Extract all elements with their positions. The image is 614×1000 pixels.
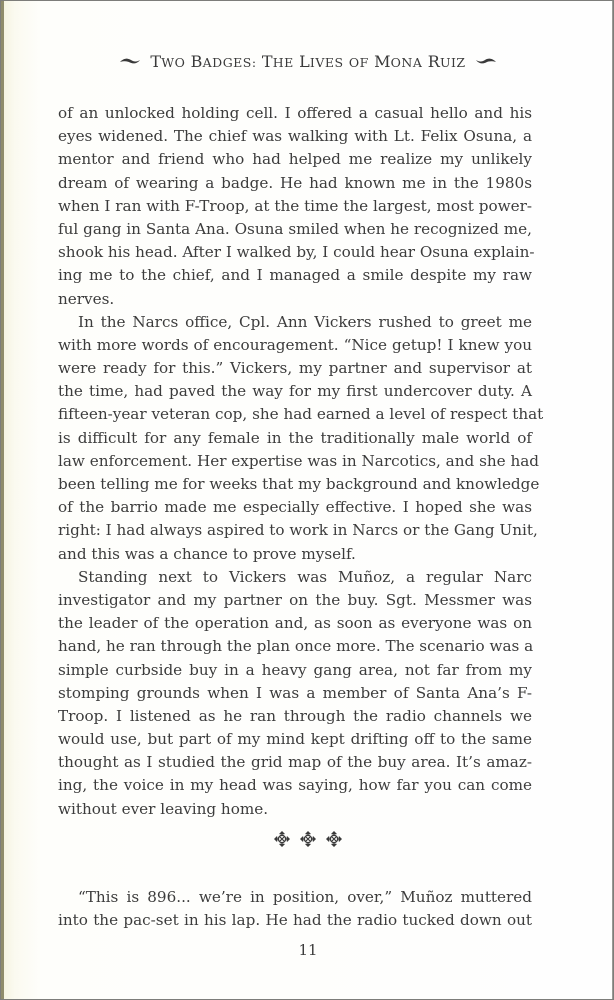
body-text-after-break [58,886,532,932]
running-head-word: LIVES [299,52,344,71]
text-line: been telling me for weeks that my background and knowledge [58,475,540,493]
running-head-word: RUIZ [427,52,466,71]
text-line: with more words of encouragement. “Nice getup! I knew you [58,335,532,354]
text-line: eyes widened. The chief was walking with Lt. Felix Osuna, a [58,127,532,146]
text-line: “This is 896... we’re in position, over,” Muñoz muttered [78,888,532,906]
text-line: of the barrio made me especially effective. I hoped she was [58,498,532,517]
text-line: investigator and my partner on the buy. Sgt. Messmer was [58,590,532,609]
text-line: law enforcement. Her expertise was in Narcotics, and she had [58,451,540,470]
text-line: dream of wearing a badge. He had known me in the 1980s [58,173,532,192]
paragraph [58,102,535,311]
paragraph [58,566,532,821]
text-line: thought as I studied the grid map of the buy area. It’s amaz- [58,753,532,772]
text-line: ing me to the chief, and I managed a smile despite my raw [58,266,532,285]
text-line: and this was a chance to prove myself. [58,544,356,563]
text-line: Troop. I listened as he ran through the radio channels we [58,706,532,725]
text-line: is difficult for any female in the traditionally male world of [58,428,532,447]
running-head-word: THE [261,52,294,71]
running-head-word: MONA [374,52,423,71]
diamond-fleuron-icon [300,831,316,847]
text-line: right: I had always aspired to work in Narcs or the Gang Unit, [58,521,538,540]
paragraph [58,886,532,932]
text-line: mentor and friend who had helped me realize my unlikely [58,150,532,169]
text-line: the time, had paved the way for my first undercover duty. A [58,382,532,401]
swash-ornament-left-icon [119,56,141,66]
text-line: were ready for this.” Vickers, my partner and supervisor at [58,359,532,378]
text-line: hand, he ran through the plan once more. The scenario was a [58,637,534,656]
paragraph [58,311,544,566]
text-line: shook his head. After I walked by, I could hear Osuna explain- [58,243,535,262]
diamond-fleuron-icon [274,831,290,847]
running-head-word: TWO [150,52,186,71]
body-text [58,102,544,821]
text-line: would use, but part of my mind kept drifting off to the same [58,730,532,749]
text-line: Standing next to Vickers was Muñoz, a regular Narc [78,567,532,586]
text-line: of an unlocked holding cell. I offered a casual hello and his [58,104,532,122]
running-head-title [150,52,465,71]
diamond-fleuron-icon [326,831,342,847]
text-line: nerves. [58,289,115,308]
text-line: stomping grounds when I was a member of Santa Ana’s F- [58,683,532,702]
page-number: 11 [298,941,318,959]
text-line: without ever leaving home. [58,799,269,818]
running-head-word: BADGES: [190,52,257,71]
scene-break [1,830,614,854]
text-line: when I ran with F-Troop, at the time the largest, most power- [58,196,532,215]
running-head [1,52,614,73]
text-line: ful gang in Santa Ana. Osuna smiled when he recognized me, [58,219,532,238]
text-line: the leader of the operation and, as soon as everyone was on [58,614,532,633]
text-line: ing, the voice in my head was saying, how far you can come [58,776,532,795]
text-line: into the pac-set in his lap. He had the radio tucked down out [58,911,532,930]
text-line: fifteen-year veteran cop, she had earned a level of respect that [58,405,544,424]
running-head-word: OF [348,55,369,70]
text-line: simple curbside buy in a heavy gang area, not far from my [58,660,532,679]
swash-ornament-right-icon [475,56,497,66]
text-line: In the Narcs office, Cpl. Ann Vickers rushed to greet me [78,312,532,331]
